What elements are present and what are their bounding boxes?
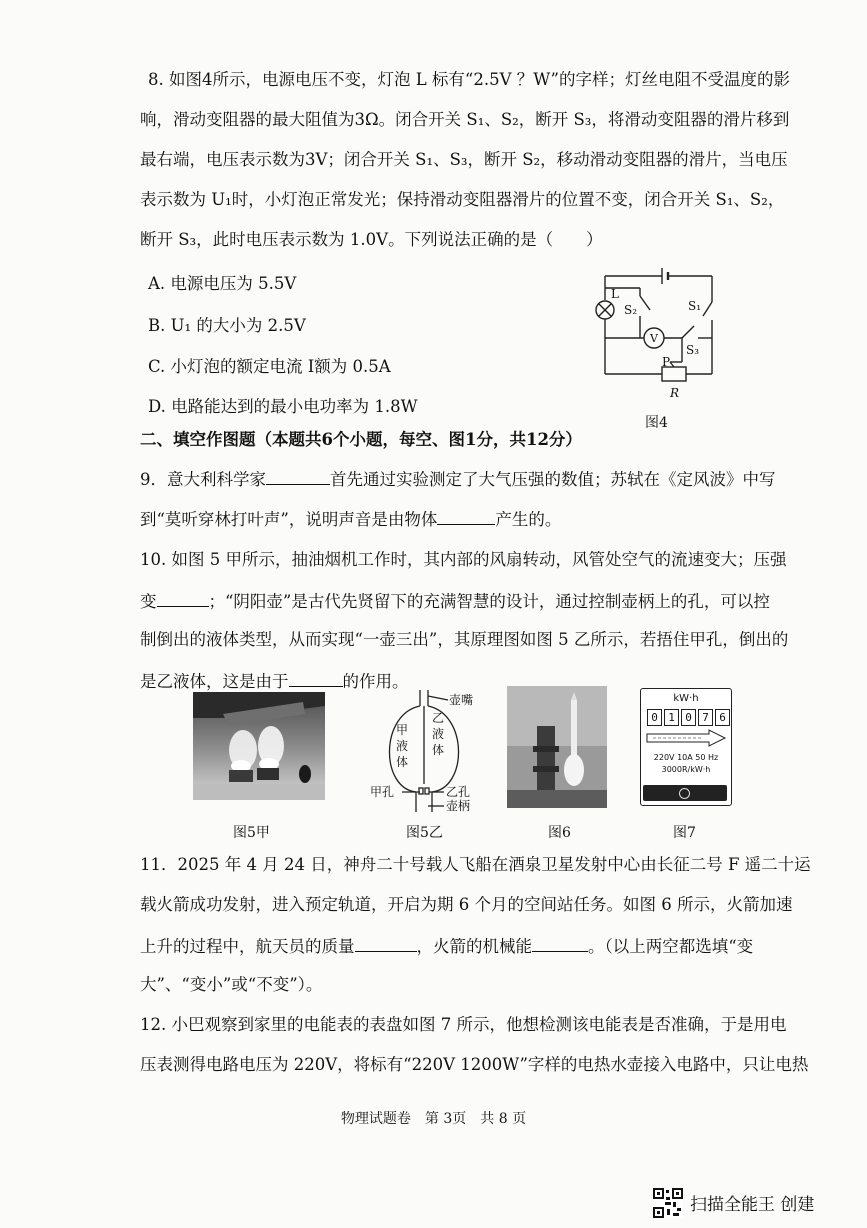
label-spout: 壶嘴 [449,693,474,707]
q9-text-4: 产生的。 [495,510,562,529]
q11-line-4: 大”、“变小”或“不变”）。 [140,975,323,994]
q10-text-5: 是乙液体，这是由于 [140,672,289,691]
q10-blank-2[interactable] [289,670,343,687]
q11-blank-1[interactable] [355,935,417,952]
section-2-title: 二、填空作图题（本题共6个小题，每空、图1分，共12分） [140,430,582,449]
meter-digit-3: 0 [681,709,696,726]
q10-text-2: 变 [140,592,157,611]
q9-line-2 [140,508,561,530]
meter-digit-4: 7 [698,709,713,726]
q8-line-2: 响，滑动变阻器的最大阻值为3Ω。闭合开关 S₁、S₂，断开 S₃，将滑动变阻器的滑片移到 [140,110,790,129]
figure-6-caption: 图6 [548,825,571,841]
q10-text-6: 的作用。 [342,672,409,691]
q10-text-3: ；“阴阳壶”是古代先贤留下的充满智慧的设计，通过控制壶柄上的孔，可以控 [208,592,770,611]
figure-5b-caption: 图5乙 [406,825,443,841]
q8-line-4: 表示数为 U₁时，小灯泡正常发光；保持滑动变阻器滑片的位置不变，闭合开关 S₁、S₂， [140,190,785,209]
q9-text-1: 9．意大利科学家 [140,470,266,489]
q11-line-3 [140,935,753,957]
q9-blank-1[interactable] [266,468,330,485]
scanner-watermark: 扫描全能王 创建 [690,1195,815,1215]
q9-line-1 [140,468,776,490]
meter-arrow-icon [645,729,727,747]
circuit-diagram-figure-4 [590,262,730,432]
label-voltmeter: V [650,332,658,345]
q8-line-3: 最右端，电压表示数为3V；闭合开关 S₁、S₃，断开 S₂，移动滑动变阻器的滑片，当电压 [140,150,788,169]
meter-unit: kW·h [673,693,699,704]
meter-digit-5: 6 [715,709,730,726]
page-footer: 物理试题卷 第 3页 共 8 页 [340,1111,527,1127]
meter-digit-1: 0 [647,709,662,726]
label-liquid-b: 乙液体 [432,711,445,757]
q8-line-1: 8. 如图4所示，电源电压不变，灯泡 L 标有“2.5V ？W”的字样；灯丝电阻不受温度的影 [148,70,790,89]
meter-digits [647,709,730,726]
q8-option-c: C. 小灯泡的额定电流 I额为 0.5A [148,357,391,376]
q10-line-3: 制倒出的液体类型，从而实现“一壶三出”，其原理图如图 5 乙所示，若捂住甲孔，倒出的 [140,630,789,649]
figure-7-caption: 图7 [673,825,696,841]
meter-digit-2: 1 [664,709,679,726]
q11-text-5: 。（以上两空都选填“变 [588,937,754,956]
label-s2: S₂ [624,303,638,317]
label-s3: S₃ [686,343,700,357]
range-hood-photo [193,692,325,800]
figure-4-caption: 图4 [645,415,668,431]
q8-option-a: A. 电源电压为 5.5V [148,274,297,293]
q10-line-1: 10. 如图 5 甲所示，抽油烟机工作时，其内部的风扇转动，风管处空气的流速变大；压强 [140,550,787,569]
meter-spec-2: 3000R/kW·h [661,765,711,774]
q12-line-2: 压表测得电路电压为 220V，将标有“220V 1200W”字样的电热水壶接入电路中，只让电热 [140,1055,809,1074]
meter-screw-icon [679,788,690,799]
q11-blank-2[interactable] [532,935,588,952]
label-hole-a: 甲孔 [370,785,395,799]
q9-blank-2[interactable] [437,508,495,525]
q9-text-2: 首先通过实验测定了大气压强的数值；苏轼在《定风波》中写 [330,470,776,489]
q10-line-2 [140,590,770,612]
label-slider: P [662,355,671,369]
qr-code-icon [653,1188,683,1218]
q11-line-2: 载火箭成功发射，进入预定轨道，开启为期 6 个月的空间站任务。如图 6 所示，火箭加速 [140,895,793,914]
q12-line-1: 12. 小巴观察到家里的电能表的表盘如图 7 所示，他想检测该电能表是否准确，于是用电 [140,1015,787,1034]
q8-option-b: B. U₁ 的大小为 2.5V [148,316,306,335]
electric-meter [640,688,732,806]
label-lamp: L [611,287,619,301]
label-handle: 壶柄 [446,799,471,812]
q8-line-5: 断开 S₃，此时电压表示数为 1.0V。下列说法正确的是（ ） [140,230,603,249]
yin-yang-pot-diagram [368,688,486,812]
q11-line-1: 11．2025 年 4 月 24 日，神舟二十号载人飞船在酒泉卫星发射中心由长征二号 F 遥二十运 [140,855,811,874]
label-hole-b: 乙孔 [446,785,471,799]
q8-option-d: D. 电路能达到的最小电功率为 1.8W [148,397,418,416]
figure-5a-caption: 图5甲 [233,825,270,841]
label-resistor: R [670,386,680,400]
q10-blank-1[interactable] [157,590,209,607]
rocket-launch-photo [507,686,607,808]
q11-text-3: 上升的过程中，航天员的质量 [140,937,355,956]
meter-base [643,785,727,801]
label-s1: S₁ [688,299,702,313]
q11-text-4: ，火箭的机械能 [416,937,532,956]
label-liquid-a: 甲液体 [396,723,409,769]
q9-text-3: 到“莫听穿林打叶声”，说明声音是由物体 [140,510,438,529]
meter-spec-1: 220V 10A 50 Hz [653,753,719,762]
